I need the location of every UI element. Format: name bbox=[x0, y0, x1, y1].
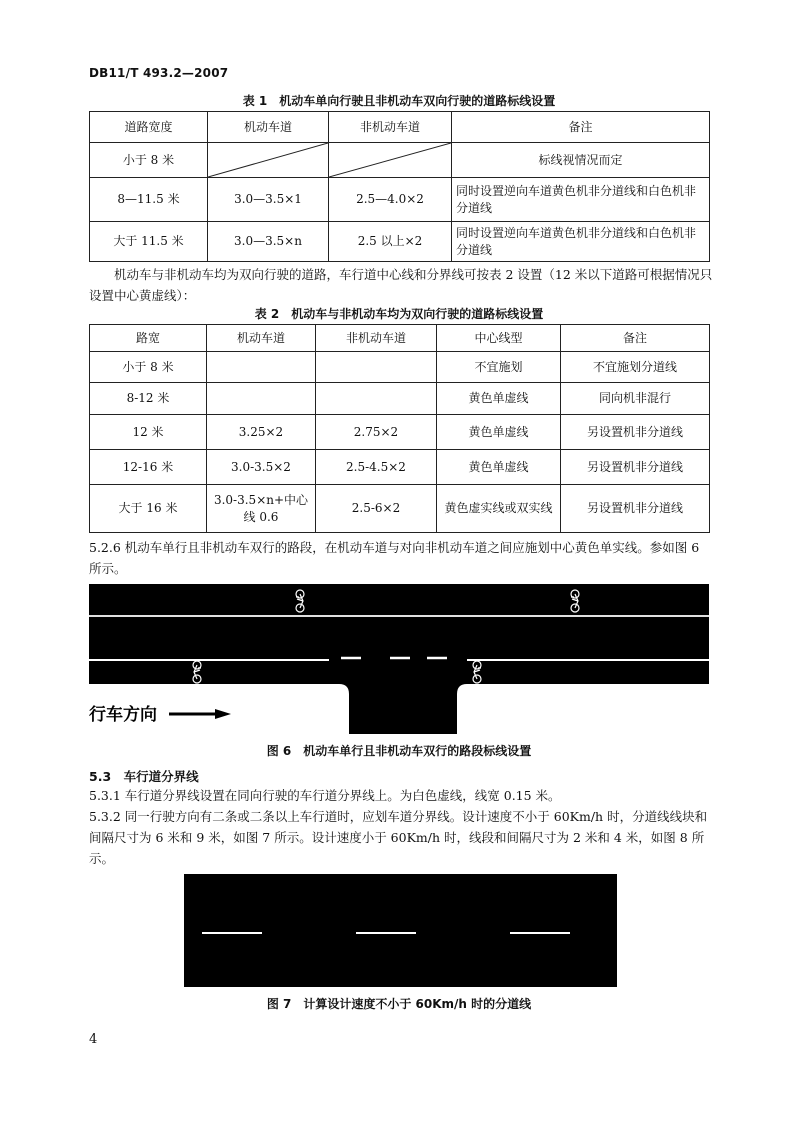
table-cell: 3.0-3.5×n+中心线 0.6 bbox=[207, 485, 316, 533]
table-cell: 2.75×2 bbox=[316, 415, 437, 450]
table2-header-cell: 机动车道 bbox=[207, 325, 316, 352]
section-5-3-heading: 5.3 车行道分界线 bbox=[89, 769, 199, 784]
figure7-caption: 图 7 计算设计速度不小于 60Km/h 时的分道线 bbox=[266, 997, 532, 1011]
table-cell: 不宜施划 bbox=[437, 352, 561, 383]
table2 bbox=[89, 324, 710, 533]
table-cell: 2.5 以上×2 bbox=[329, 222, 452, 262]
table-row bbox=[90, 222, 710, 262]
table-cell: 另设置机非分道线 bbox=[561, 485, 710, 533]
paragraph-5-2-6: 5.2.6 机动车单行且非机动车双行的路段，在机动车道与对向非机动车道之间应施划中心黄色单实线。参如图 6 所示。 bbox=[89, 540, 700, 576]
table-row bbox=[90, 415, 710, 450]
table-cell bbox=[316, 383, 437, 415]
table2-header-cell: 非机动车道 bbox=[316, 325, 437, 352]
table-cell bbox=[207, 352, 316, 383]
table1-header-cell: 备注 bbox=[452, 112, 710, 143]
table2-header-cell: 路宽 bbox=[90, 325, 207, 352]
table1-header-cell: 道路宽度 bbox=[90, 112, 208, 143]
table-cell: 小于 8 米 bbox=[90, 352, 207, 383]
figure7-lane-diagram bbox=[184, 874, 617, 987]
table1-header-row bbox=[90, 112, 710, 143]
table2-caption: 表 2 机动车与非机动车均为双向行驶的道路标线设置 bbox=[254, 307, 544, 321]
table-cell: 同向机非混行 bbox=[561, 383, 710, 415]
table-cell: 2.5-4.5×2 bbox=[316, 450, 437, 485]
table1-caption: 表 1 机动车单向行驶且非机动车双向行驶的道路标线设置 bbox=[242, 94, 556, 108]
table-cell: 3.0—3.5×n bbox=[208, 222, 329, 262]
table-cell: 黄色虚实线或双实线 bbox=[437, 485, 561, 533]
diagonal-empty-cell bbox=[329, 143, 452, 178]
table2-header-cell: 备注 bbox=[561, 325, 710, 352]
diagonal-empty-cell bbox=[208, 143, 329, 178]
table-cell bbox=[316, 352, 437, 383]
table2-header-row bbox=[90, 325, 710, 352]
driving-direction-label: 行车方向 bbox=[89, 705, 157, 725]
table-row bbox=[90, 143, 710, 178]
figure6-caption: 图 6 机动车单行且非机动车双行的路段标线设置 bbox=[266, 744, 532, 758]
table-cell: 大于 16 米 bbox=[90, 485, 207, 533]
table-row bbox=[90, 450, 710, 485]
table-cell: 小于 8 米 bbox=[90, 143, 208, 178]
table-cell: 另设置机非分道线 bbox=[561, 415, 710, 450]
table-cell: 8—11.5 米 bbox=[90, 178, 208, 222]
table-cell: 黄色单虚线 bbox=[437, 415, 561, 450]
paragraph-5-3-2: 5.3.2 同一行驶方向有二条或二条以上车行道时，应划车道分界线。设计速度不小于 60Km/h 时，分道线线块和间隔尺寸为 6 米和 9 米，如图 7 所示。设计速度小于 60Km/h 时，线段和间隔尺寸为 2 米和 4 米，如图 8 所示。 bbox=[89, 809, 708, 866]
table-cell: 8-12 米 bbox=[90, 383, 207, 415]
table-cell: 3.0-3.5×2 bbox=[207, 450, 316, 485]
table1 bbox=[89, 111, 710, 262]
paragraph-table2-intro: 机动车与非机动车均为双向行驶的道路，车行道中心线和分界线可按表 2 设置（12 米以下道路可根据情况只设置中心黄虚线）： bbox=[89, 267, 713, 303]
table-cell bbox=[207, 383, 316, 415]
figure6-road-diagram bbox=[89, 584, 709, 736]
table-cell: 12-16 米 bbox=[90, 450, 207, 485]
paragraph-5-3-1: 5.3.1 车行道分界线设置在同向行驶的车行道分界线上。为白色虚线，线宽 0.15 米。 bbox=[89, 788, 561, 803]
table-cell: 同时设置逆向车道黄色机非分道线和白色机非分道线 bbox=[452, 178, 710, 222]
table-cell: 12 米 bbox=[90, 415, 207, 450]
table-row bbox=[90, 383, 710, 415]
table-cell: 标线视情况而定 bbox=[452, 143, 710, 178]
table-cell: 3.0—3.5×1 bbox=[208, 178, 329, 222]
table-cell: 2.5—4.0×2 bbox=[329, 178, 452, 222]
table-cell: 大于 11.5 米 bbox=[90, 222, 208, 262]
table-cell: 另设置机非分道线 bbox=[561, 450, 710, 485]
table-row bbox=[90, 178, 710, 222]
table-cell: 不宜施划分道线 bbox=[561, 352, 710, 383]
table1-header-cell: 机动车道 bbox=[208, 112, 329, 143]
table-row bbox=[90, 352, 710, 383]
direction-arrow-icon bbox=[169, 709, 231, 719]
document-header: DB11/T 493.2—2007 bbox=[89, 66, 229, 80]
table-cell: 2.5-6×2 bbox=[316, 485, 437, 533]
table-cell: 黄色单虚线 bbox=[437, 450, 561, 485]
table-row bbox=[90, 485, 710, 533]
table-cell: 同时设置逆向车道黄色机非分道线和白色机非分道线 bbox=[452, 222, 710, 262]
table1-header-cell: 非机动车道 bbox=[329, 112, 452, 143]
page-number: 4 bbox=[89, 1032, 98, 1047]
table-cell: 黄色单虚线 bbox=[437, 383, 561, 415]
table-cell: 3.25×2 bbox=[207, 415, 316, 450]
table2-header-cell: 中心线型 bbox=[437, 325, 561, 352]
